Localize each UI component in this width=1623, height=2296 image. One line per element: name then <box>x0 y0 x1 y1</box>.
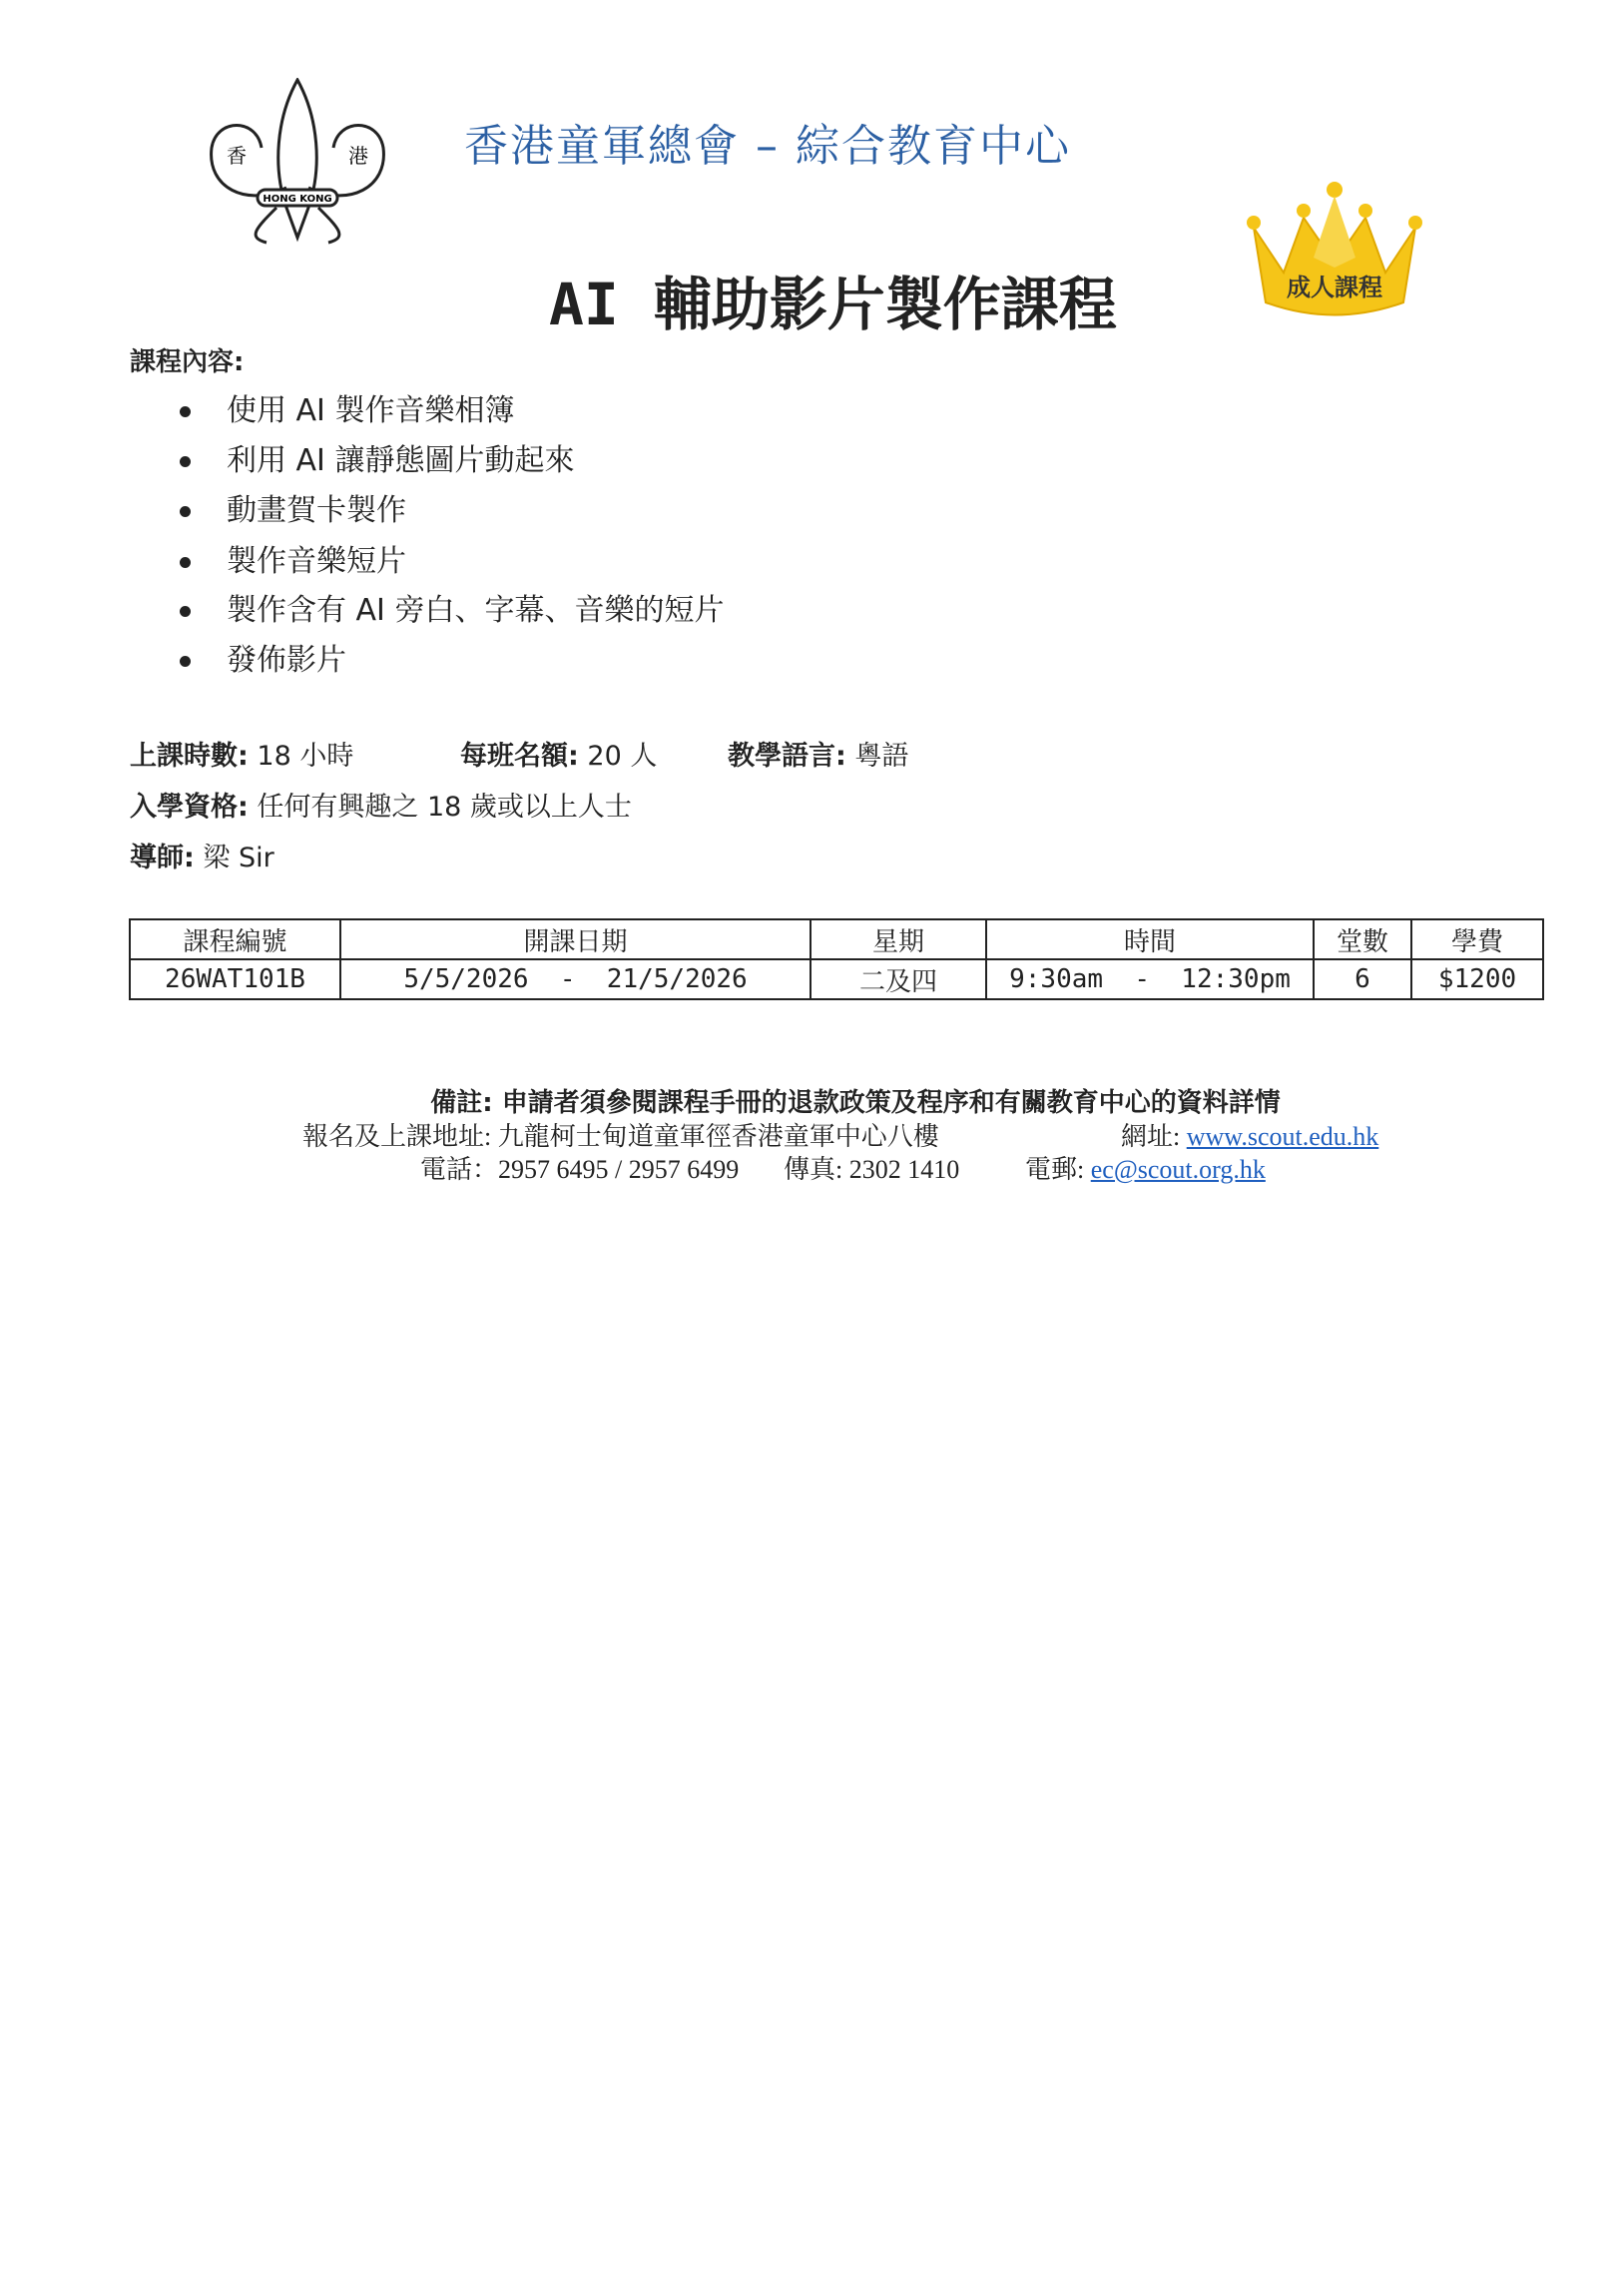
list-item: 發佈影片 <box>180 635 346 679</box>
email-line: 電郵: ec@scout.org.hk <box>1025 1155 1266 1184</box>
email-link[interactable]: ec@scout.org.hk <box>1090 1155 1266 1184</box>
bullet-icon <box>180 506 191 517</box>
organization-name: 香港童軍總會 – 綜合教育中心 <box>464 121 1071 172</box>
quota-info: 每班名額: 20 人 <box>460 741 658 772</box>
tutor-info: 導師: 梁 Sir <box>130 843 274 873</box>
eligibility-info: 入學資格: 任何有興趣之 18 歲或以上人士 <box>130 792 632 823</box>
svg-text:HONG KONG: HONG KONG <box>263 194 332 205</box>
website-line: 網址: www.scout.edu.hk <box>1121 1122 1379 1151</box>
course-code: 26WAT101B <box>130 959 340 999</box>
course-title: AI 輔助影片製作課程 <box>549 271 1117 338</box>
header-fee: 學費 <box>1411 919 1543 959</box>
bullet-icon <box>180 557 191 568</box>
table-row <box>130 959 1543 999</box>
course-time: 9:30am - 12:30pm <box>986 959 1314 999</box>
address: 報名及上課地址: 九龍柯士甸道童軍徑香港童軍中心八樓 <box>302 1122 939 1151</box>
phone: 電話：2957 6495 / 2957 6499 <box>420 1155 740 1184</box>
list-item: 使用 AI 製作音樂相簿 <box>180 385 514 429</box>
header-dates: 開課日期 <box>340 919 811 959</box>
fax: 傳真: 2302 1410 <box>784 1155 960 1184</box>
list-item: 動畫賀卡製作 <box>180 485 406 529</box>
header-weekday: 星期 <box>811 919 986 959</box>
schedule-table <box>129 918 1544 1000</box>
hours-info: 上課時數: 18 小時 <box>130 741 354 772</box>
list-item: 利用 AI 讓靜態圖片動起來 <box>180 435 574 479</box>
svg-text:香: 香 <box>227 144 247 168</box>
table-header-row <box>130 919 1543 959</box>
header-time: 時間 <box>986 919 1314 959</box>
website-link[interactable]: www.scout.edu.hk <box>1186 1122 1379 1151</box>
course-sessions: 6 <box>1314 959 1411 999</box>
header-sessions: 堂數 <box>1314 919 1411 959</box>
bullet-icon <box>180 656 191 667</box>
course-fee: $1200 <box>1411 959 1543 999</box>
list-item: 製作音樂短片 <box>180 536 406 580</box>
header-course-code: 課程編號 <box>130 919 340 959</box>
bullet-icon <box>180 406 191 417</box>
bullet-icon <box>180 456 191 467</box>
language-info: 教學語言: 粵語 <box>728 741 909 772</box>
course-dates: 5/5/2026 - 21/5/2026 <box>340 959 811 999</box>
bullet-icon <box>180 606 191 617</box>
remark-note: 備註: 申請者須參閱課程手冊的退款政策及程序和有關教育中心的資料詳情 <box>430 1088 1281 1118</box>
scout-fleur-de-lis-logo <box>207 78 388 246</box>
list-item: 製作含有 AI 旁白、字幕、音樂的短片 <box>180 585 724 629</box>
svg-text:港: 港 <box>348 144 368 168</box>
adult-course-badge: 成人課程 <box>1287 274 1382 301</box>
course-weekday: 二及四 <box>811 959 986 999</box>
content-label: 課程內容: <box>130 347 245 377</box>
